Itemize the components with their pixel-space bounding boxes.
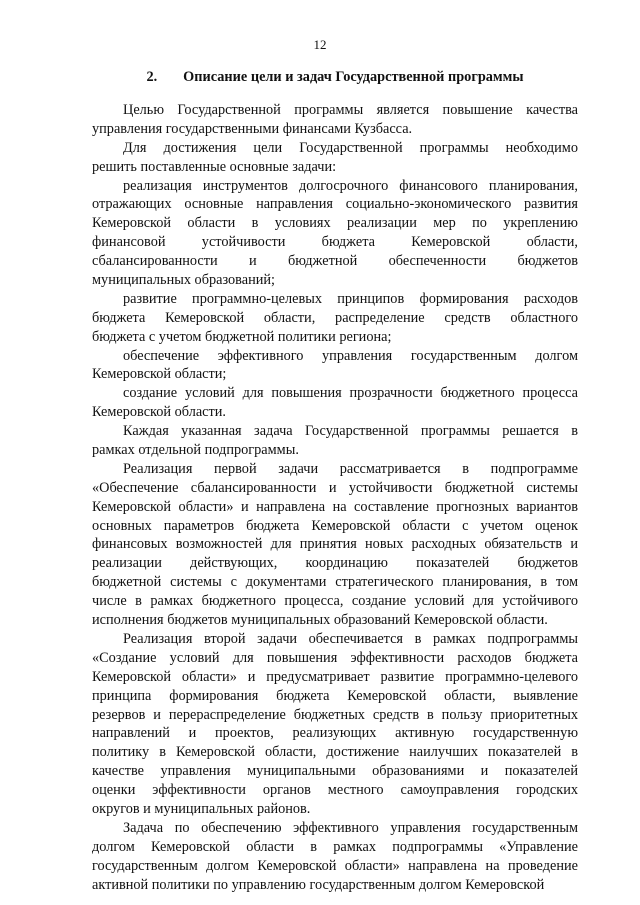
section-title: Описание цели и задач Государственной программы (183, 69, 524, 85)
text-line: Реализация первой задачи рассматривается в подпрограмме (123, 460, 578, 477)
text-line: финансовых возможностей для принятия новых расходных обязательств и (92, 536, 578, 553)
text-line: бюджета Кемеровской области, распределение средств областного (92, 309, 578, 326)
paragraph (92, 422, 578, 460)
paragraph (92, 177, 578, 290)
text-line: Для достижения цели Государственной программы необходимо (123, 139, 578, 156)
text-line: реализации действующих, координацию показателей бюджетов (92, 555, 578, 572)
text-line: бюджетной системы с документами стратегического планирования, в том (92, 574, 578, 591)
text-line: муниципальных образований; (92, 272, 276, 289)
text-line: реализация инструментов долгосрочного финансового планирования, (123, 177, 578, 194)
paragraph (92, 819, 578, 895)
text-line: оценки эффективности органов местного самоуправления городских (92, 782, 578, 799)
text-line: Кемеровской области; (92, 366, 227, 383)
paragraph (92, 139, 578, 177)
text-line: Каждая указанная задача Государственной программы решается в (123, 423, 578, 440)
text-line: направлений и проектов, реализующих активную государственную (92, 725, 578, 742)
text-line: долгом Кемеровской области в рамках подпрограммы «Управление (92, 838, 578, 855)
text-line: основных параметров бюджета Кемеровской области с учетом оценок (92, 517, 578, 534)
text-line: решить поставленные основные задачи: (92, 158, 337, 175)
paragraph (92, 630, 578, 819)
body-text (92, 101, 578, 894)
text-line: округов и муниципальных районов. (92, 800, 311, 817)
text-line: развитие программно-целевых принципов формирования расходов (123, 290, 578, 307)
text-line: качестве управления муниципальными образованиями и показателей (92, 763, 578, 780)
paragraph (92, 290, 578, 347)
text-line: Кемеровской области. (92, 404, 226, 421)
text-line: государственным долгом Кемеровской области» направлена на проведение (92, 857, 578, 874)
text-line: резервов и перераспределение бюджетных средств в пользу приоритетных (92, 706, 578, 723)
paragraph (92, 347, 578, 385)
text-line: обеспечение эффективного управления государственным долгом (123, 347, 578, 364)
text-line: рамках отдельной подпрограммы. (92, 442, 299, 459)
text-line: активной политики по управлению государственным долгом Кемеровской (92, 876, 545, 893)
text-line: «Создание условий для повышения эффективности расходов бюджета (92, 649, 578, 666)
section-number: 2. (146, 69, 158, 85)
page-number: 12 (313, 37, 327, 52)
text-line: числе в рамках бюджетного процесса, создание условий для устойчивого (92, 593, 578, 610)
text-line: Задача по обеспечению эффективного управления государственным (123, 819, 578, 836)
paragraph (92, 101, 578, 139)
text-line: сбалансированности и бюджетной обеспеченности бюджетов (92, 253, 578, 270)
text-line: исполнения бюджетов муниципальных образований Кемеровской области. (92, 612, 548, 629)
text-line: принципа формирования бюджета Кемеровской области, выявление (92, 687, 578, 704)
paragraph (92, 460, 578, 630)
text-line: Кемеровской области в условиях реализации мер по укреплению (92, 215, 578, 232)
text-line: Кемеровской области» и направлена на составление прогнозных вариантов (92, 498, 578, 515)
paragraph (92, 384, 578, 422)
text-line: финансовой устойчивости бюджета Кемеровской области, (92, 234, 578, 251)
text-line: бюджета с учетом бюджетной политики региона; (92, 328, 392, 345)
text-line: создание условий для повышения прозрачности бюджетного процесса (123, 385, 578, 402)
text-line: «Обеспечение сбалансированности и устойчивости бюджетной системы (92, 479, 578, 496)
section-heading (92, 68, 578, 86)
text-line: управления государственными финансами Кузбасса. (92, 120, 413, 137)
text-line: Целью Государственной программы является повышение качества (123, 102, 578, 118)
text-line: отражающих основные направления социально-экономического развития (92, 196, 578, 213)
text-line: политику в Кемеровской области, достижение наилучших показателей в (92, 744, 578, 761)
text-line: Реализация второй задачи обеспечивается в рамках подпрограммы (123, 630, 578, 647)
text-line: Кемеровской области» и предусматривает развитие программно-целевого (92, 668, 578, 685)
